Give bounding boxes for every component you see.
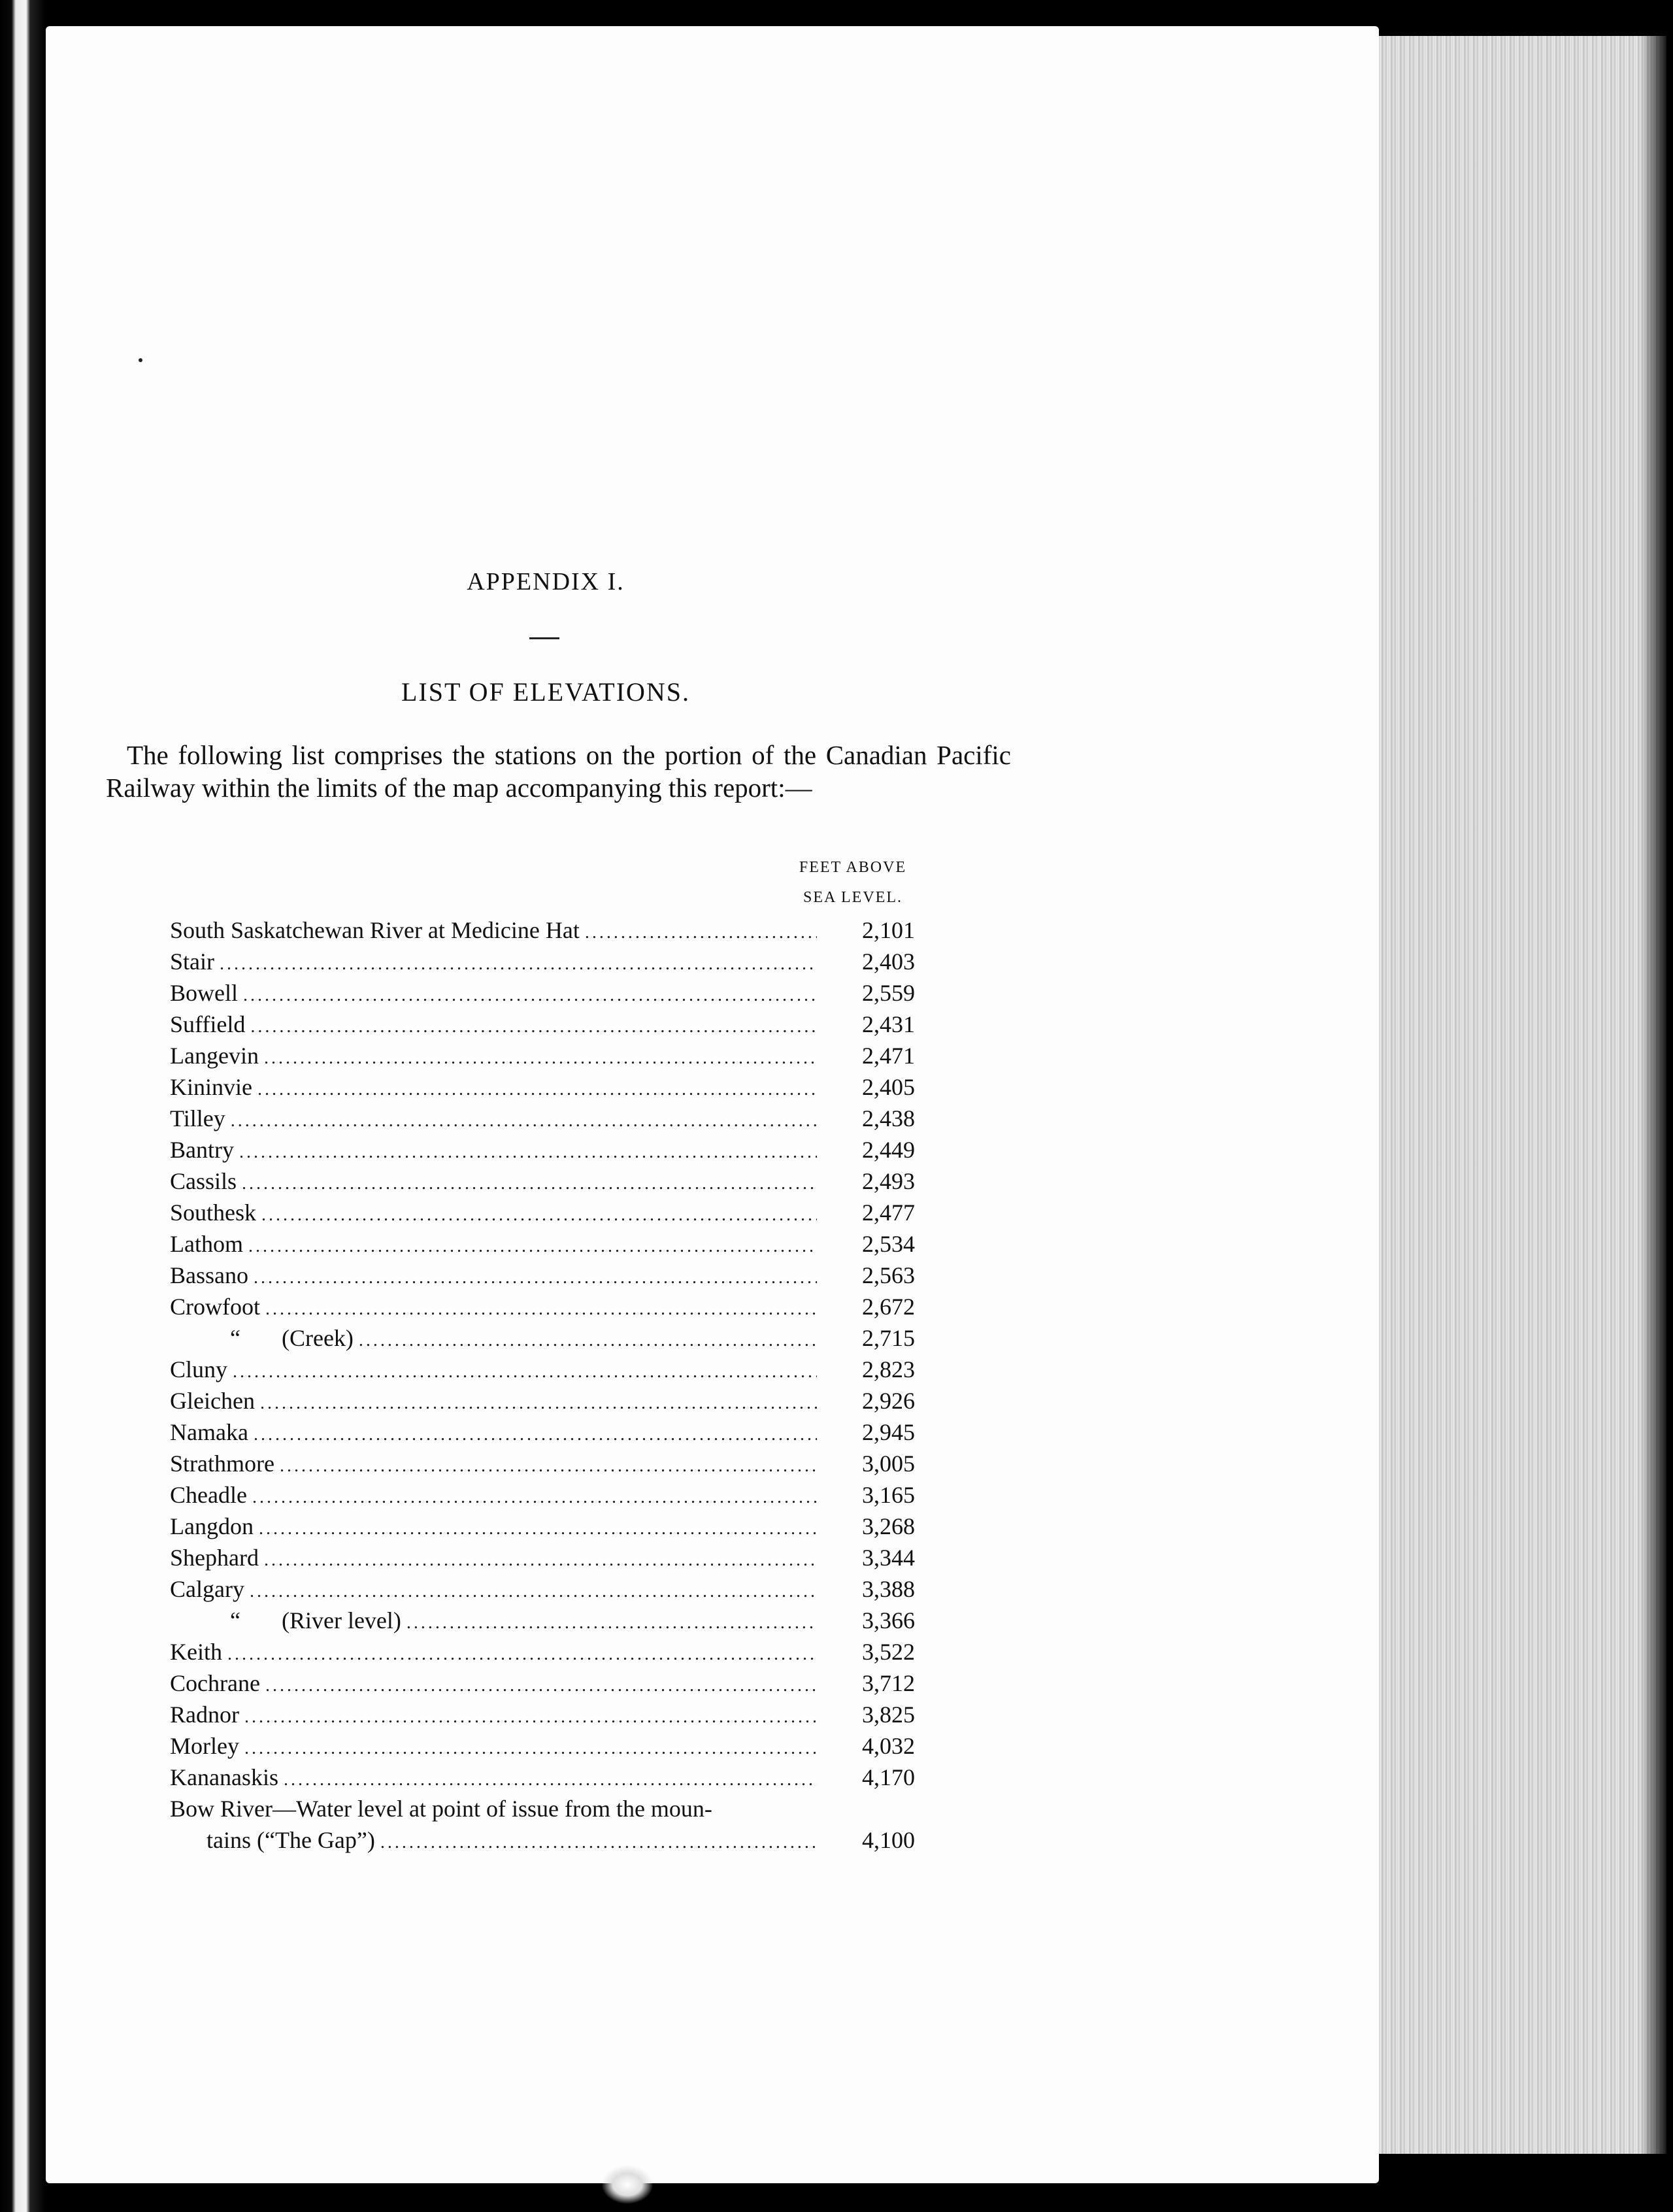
- appendix-heading: APPENDIX I.: [467, 568, 625, 595]
- station-name: Morley: [170, 1733, 239, 1759]
- station-name: Cochrane: [170, 1670, 260, 1696]
- list-item: [170, 1544, 915, 1575]
- list-item: [170, 948, 915, 979]
- station-name: Cluny: [170, 1356, 228, 1382]
- station-name-continued: tains (“The Gap”): [207, 1827, 375, 1853]
- facing-page-edge: [0, 0, 46, 2212]
- list-item: [170, 1701, 915, 1732]
- list-item: [170, 1011, 915, 1042]
- leader-dots: [242, 1173, 817, 1194]
- leader-dots: [284, 1769, 817, 1790]
- station-elevation: 2,403: [862, 948, 915, 975]
- leader-dots: [260, 1393, 817, 1414]
- station-name: Kininvie: [170, 1074, 252, 1100]
- station-name: Strathmore: [170, 1450, 274, 1477]
- list-item: [170, 1042, 915, 1073]
- station-name: Tilley: [170, 1105, 225, 1131]
- leader-dots: [259, 1518, 817, 1539]
- station-elevation: 3,165: [862, 1482, 915, 1508]
- list-item: [170, 1105, 915, 1136]
- station-elevation: 2,449: [862, 1137, 915, 1163]
- leader-dots: [252, 1487, 817, 1508]
- station-name: Lathom: [170, 1231, 243, 1257]
- leader-dots: [220, 954, 817, 975]
- station-elevation: 2,534: [862, 1231, 915, 1257]
- intro-paragraph: The following list comprises the stations on the portion of the Canadian Pacific Railway within the limits of the map accompanying this report:—: [106, 740, 1011, 803]
- leader-dots: [248, 1236, 817, 1257]
- list-item: [170, 1669, 915, 1701]
- station-name: Southesk: [170, 1199, 257, 1226]
- list-item: [170, 1136, 915, 1167]
- station-name: Namaka: [170, 1419, 248, 1445]
- station-elevation: 3,268: [862, 1513, 915, 1539]
- station-elevation: 2,405: [862, 1074, 915, 1100]
- leader-dots: [261, 1205, 817, 1226]
- station-name: Crowfoot: [170, 1294, 260, 1320]
- station-name: Cheadle: [170, 1482, 247, 1508]
- station-elevation: 4,100: [862, 1827, 915, 1853]
- leader-dots: [254, 1267, 817, 1288]
- leader-dots: [264, 1048, 817, 1069]
- station-name: Kananaskis: [170, 1764, 278, 1790]
- station-name: Langevin: [170, 1043, 259, 1069]
- station-elevation: 2,493: [862, 1168, 915, 1194]
- ink-speck: [139, 358, 142, 362]
- column-header-line1: FEET ABOVE: [799, 859, 907, 876]
- station-elevation: 2,101: [862, 917, 915, 943]
- book-page: [46, 26, 1379, 2183]
- station-name: Bantry: [170, 1137, 234, 1163]
- leader-dots: [227, 1644, 817, 1665]
- station-name: Bassano: [170, 1262, 248, 1288]
- list-item: [170, 1638, 915, 1669]
- list-item: [170, 916, 915, 948]
- list-item: [170, 1732, 915, 1764]
- leader-dots: [380, 1832, 817, 1853]
- station-elevation: 2,471: [862, 1043, 915, 1069]
- leader-dots: [265, 1299, 817, 1320]
- leader-dots: [257, 1079, 817, 1100]
- station-elevation: 3,712: [862, 1670, 915, 1696]
- station-elevation: 4,032: [862, 1733, 915, 1759]
- leader-dots: [239, 1142, 817, 1163]
- list-item: [170, 1575, 915, 1607]
- list-item: [170, 1826, 915, 1858]
- heading-rule: [529, 637, 559, 639]
- station-name: “ (River level): [230, 1607, 401, 1634]
- station-elevation: 3,388: [862, 1576, 915, 1602]
- list-item: [170, 1795, 915, 1826]
- station-elevation: 2,563: [862, 1262, 915, 1288]
- station-name: Calgary: [170, 1576, 244, 1602]
- list-item: [170, 1230, 915, 1262]
- station-elevation: 2,477: [862, 1199, 915, 1226]
- list-item: [170, 1481, 915, 1513]
- station-elevation: 2,945: [862, 1419, 915, 1445]
- station-name: Bow River—Water level at point of issue from the moun-: [170, 1796, 712, 1822]
- leader-dots: [244, 1707, 817, 1728]
- leader-dots: [264, 1550, 817, 1571]
- station-elevation: 2,559: [862, 980, 915, 1006]
- leader-dots: [585, 922, 817, 943]
- station-name: Cassils: [170, 1168, 237, 1194]
- leader-dots: [243, 985, 817, 1006]
- leader-dots: [231, 1111, 817, 1131]
- column-header-line2: SEA LEVEL.: [803, 889, 903, 906]
- elevations-list: [170, 916, 915, 1858]
- station-name: Shephard: [170, 1545, 259, 1571]
- station-elevation: 2,823: [862, 1356, 915, 1382]
- station-name: Gleichen: [170, 1388, 255, 1414]
- list-item: [170, 1387, 915, 1418]
- station-name: Suffield: [170, 1011, 246, 1037]
- station-elevation: 2,438: [862, 1105, 915, 1131]
- station-name: Keith: [170, 1639, 222, 1665]
- leader-dots: [265, 1675, 817, 1696]
- station-elevation: 2,672: [862, 1294, 915, 1320]
- list-item: [170, 1450, 915, 1481]
- list-title: LIST OF ELEVATIONS.: [401, 677, 691, 707]
- leader-dots: [406, 1613, 817, 1634]
- leader-dots: [233, 1362, 817, 1382]
- station-elevation: 3,366: [862, 1607, 915, 1634]
- station-name: Langdon: [170, 1513, 254, 1539]
- leader-dots: [244, 1738, 817, 1759]
- book-page-edges: [1379, 36, 1666, 2154]
- list-item: [170, 1764, 915, 1795]
- station-elevation: 3,344: [862, 1545, 915, 1571]
- station-elevation: 2,715: [862, 1325, 915, 1351]
- leader-dots: [280, 1456, 817, 1477]
- list-item: [170, 1073, 915, 1105]
- leader-dots: [250, 1581, 817, 1602]
- station-elevation: 3,522: [862, 1639, 915, 1665]
- scan-smudge: [601, 2165, 654, 2204]
- station-name: South Saskatchewan River at Medicine Hat: [170, 917, 580, 943]
- leader-dots: [250, 1016, 817, 1037]
- list-item: [170, 1167, 915, 1199]
- station-elevation: 3,005: [862, 1450, 915, 1477]
- station-name: Bowell: [170, 980, 238, 1006]
- station-name: “ (Creek): [230, 1325, 354, 1351]
- list-item: [170, 979, 915, 1011]
- list-item: [170, 1199, 915, 1230]
- station-elevation: 3,825: [862, 1701, 915, 1728]
- station-name: Radnor: [170, 1701, 239, 1728]
- list-item: [170, 1356, 915, 1387]
- list-item: [170, 1607, 915, 1638]
- station-elevation: 2,926: [862, 1388, 915, 1414]
- list-item: [170, 1293, 915, 1324]
- station-name: Stair: [170, 948, 214, 975]
- station-elevation: 2,431: [862, 1011, 915, 1037]
- leader-dots: [359, 1330, 817, 1351]
- station-elevation: 4,170: [862, 1764, 915, 1790]
- list-item: [170, 1262, 915, 1293]
- leader-dots: [254, 1424, 817, 1445]
- list-item: [170, 1418, 915, 1450]
- list-item: [170, 1324, 915, 1356]
- list-item: [170, 1513, 915, 1544]
